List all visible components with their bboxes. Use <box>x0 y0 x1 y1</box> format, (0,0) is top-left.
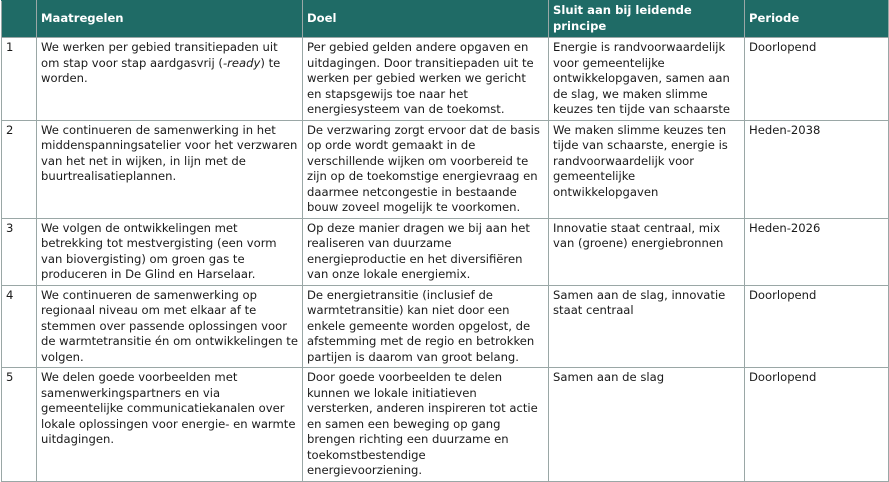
cell-periode: Doorlopend <box>745 38 889 121</box>
table-row <box>2 120 889 218</box>
header-maatregelen: Maatregelen <box>37 1 303 38</box>
cell-maatregel <box>37 38 303 121</box>
cell-periode: Doorlopend <box>745 368 889 482</box>
cell-principe: Samen aan de slag <box>549 368 745 482</box>
cell-periode: Heden-2038 <box>745 120 889 218</box>
measures-table <box>1 0 889 482</box>
table-header-row <box>2 1 889 38</box>
maatregel-text: We werken per gebied transitiepaden uit om stap voor stap aardgasvrij ( <box>41 40 278 70</box>
maatregel-emphasis: -ready <box>222 55 261 70</box>
cell-maatregel: We continueren de samenwerking op regionaal niveau om met elkaar af te stemmen over passende oplossingen voor de warmtetransitie én om ontwikkelingen te volgen. <box>37 285 303 368</box>
header-periode: Periode <box>745 1 889 38</box>
cell-nr: 2 <box>2 120 37 218</box>
cell-maatregel: We continueren de samenwerking in het middenspanningsatelier voor het verzwaren van het net in wijken, in lijn met de buurtrealisatieplannen. <box>37 120 303 218</box>
header-doel: Doel <box>303 1 549 38</box>
cell-nr: 4 <box>2 285 37 368</box>
table-row <box>2 368 889 482</box>
cell-principe: Samen aan de slag, innovatie staat centraal <box>549 285 745 368</box>
cell-principe: Innovatie staat centraal, mix van (groene) energiebronnen <box>549 218 745 285</box>
cell-periode: Heden-2026 <box>745 218 889 285</box>
header-nr <box>2 1 37 38</box>
cell-principe: We maken slimme keuzes ten tijde van schaarste, energie is randvoorwaardelijk voor gemeentelijke ontwikkelopgaven <box>549 120 745 218</box>
header-principe: Sluit aan bij leidende principe <box>549 1 745 38</box>
table-row <box>2 218 889 285</box>
maatregel-text-end: ) te worden. <box>41 55 281 85</box>
cell-principe: Energie is randvoorwaardelijk voor gemeentelijke ontwikkelopgaven, samen aan de slag, we maken slimme keuzes ten tijde van schaarste <box>549 38 745 121</box>
cell-nr: 5 <box>2 368 37 482</box>
cell-doel: Op deze manier dragen we bij aan het realiseren van duurzame energieproductie en het diversifiëren van onze lokale energiemix. <box>303 218 549 285</box>
table-row <box>2 38 889 121</box>
cell-nr: 1 <box>2 38 37 121</box>
cell-doel: Door goede voorbeelden te delen kunnen we lokale initiatieven versterken, anderen inspireren tot actie en samen een beweging op gang brengen richting een duurzame en toekomstbestendige energievoorziening. <box>303 368 549 482</box>
cell-nr: 3 <box>2 218 37 285</box>
cell-doel: Per gebied gelden andere opgaven en uitdagingen. Door transitiepaden uit te werken per gebied werken we gericht en stapsgewijs toe naar het energiesysteem van de toekomst. <box>303 38 549 121</box>
cell-periode: Doorlopend <box>745 285 889 368</box>
cell-maatregel: We volgen de ontwikkelingen met betrekking tot mestvergisting (een vorm van biovergisting) om groen gas te produceren in De Glind en Harselaar. <box>37 218 303 285</box>
cell-doel: De energietransitie (inclusief de warmtetransitie) kan niet door een enkele gemeente worden opgelost, de afstemming met de regio en betrokken partijen is daarom van groot belang. <box>303 285 549 368</box>
cell-maatregel: We delen goede voorbeelden met samenwerkingspartners en via gemeentelijke communicatiekanalen over lokale oplossingen voor energie- en warmte uitdagingen. <box>37 368 303 482</box>
table-row <box>2 285 889 368</box>
cell-doel: De verzwaring zorgt ervoor dat de basis op orde wordt gemaakt in de verschillende wijken om voorbereid te zijn op de toekomstige energievraag en daarmee netcongestie in bestaande bouw zoveel mogelijk te voorkomen. <box>303 120 549 218</box>
